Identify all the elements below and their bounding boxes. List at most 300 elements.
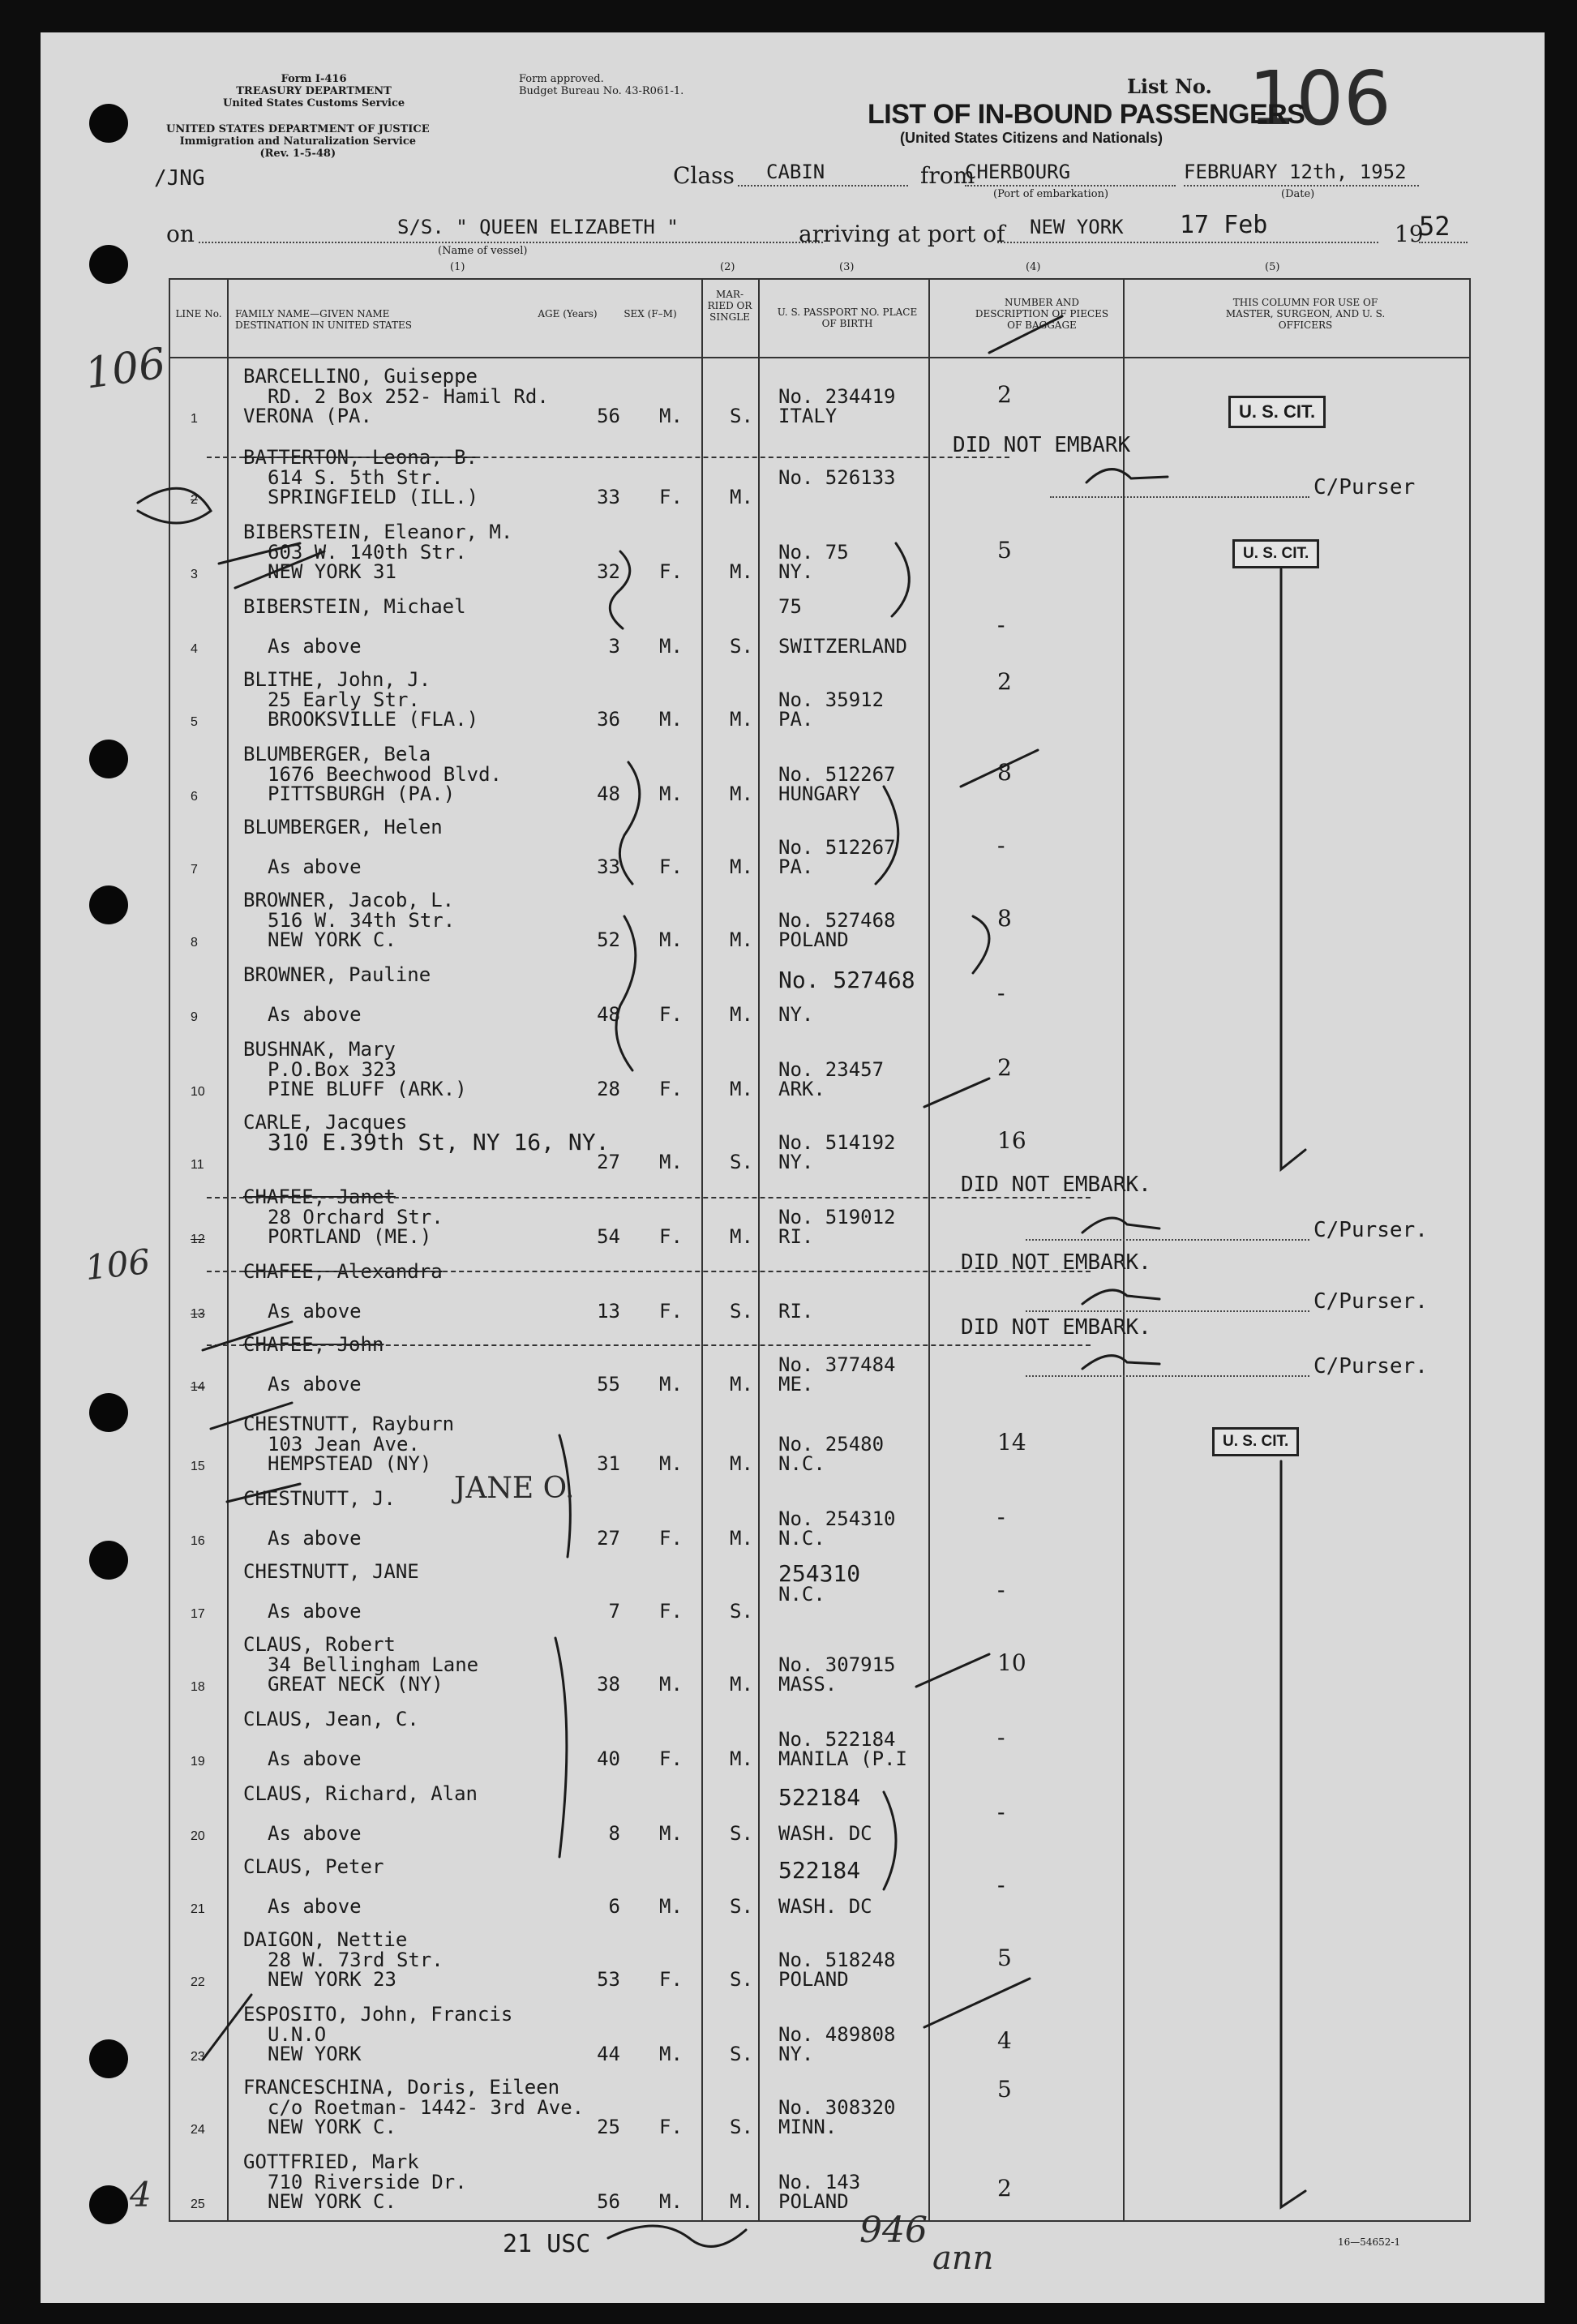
- passenger-sex: F.: [659, 855, 683, 878]
- passenger-name: BARCELLINO, Guiseppe: [243, 365, 478, 388]
- passenger-city: As above: [268, 855, 362, 878]
- passport-number: No. 518248: [778, 1949, 896, 1971]
- line-number: 1: [191, 412, 198, 426]
- list-no-value: 106: [1249, 55, 1391, 142]
- passenger-age: 3: [608, 635, 620, 658]
- passport-number: No. 512267: [778, 763, 896, 786]
- passport-number: No. 489808: [778, 2023, 896, 2046]
- line-number: 23: [191, 2050, 205, 2064]
- passport-number: 522184: [778, 1857, 861, 1884]
- passport-number: No. 35912: [778, 688, 885, 711]
- cancel-line: [207, 457, 1009, 458]
- passenger-sex: F.: [659, 1003, 683, 1026]
- passport-number: No. 377484: [778, 1353, 896, 1376]
- baggage-count: 10: [997, 1649, 1026, 1676]
- birth-place: PA.: [778, 708, 814, 731]
- passport-number: No. 308320: [778, 2096, 896, 2119]
- line-number: 22: [191, 1975, 205, 1989]
- baggage-count: 8: [997, 905, 1012, 932]
- birth-place: ME.: [778, 1373, 814, 1396]
- birth-place: POLAND: [778, 1968, 849, 1991]
- passenger-sex: M.: [659, 1151, 683, 1173]
- line-number: 2: [191, 493, 198, 507]
- passenger-sex: M.: [659, 2043, 683, 2065]
- col-header-name: FAMILY NAME—GIVEN NAME DESTINATION IN UNITED STATES: [235, 308, 412, 331]
- line-number: 24: [191, 2123, 205, 2137]
- passenger-age: 27: [597, 1151, 620, 1173]
- passenger-age: 38: [597, 1673, 620, 1696]
- col-number: (5): [1265, 261, 1280, 273]
- arrival-date: 17 Feb: [1180, 211, 1268, 239]
- passenger-age: 54: [597, 1225, 620, 1248]
- birth-place: N.C.: [778, 1527, 825, 1550]
- passport-number: No. 23457: [778, 1058, 885, 1081]
- table-row: [41, 1782, 1545, 1855]
- passenger-age: 53: [597, 1968, 620, 1991]
- us-citizen-stamp: U. S. CIT.: [1232, 539, 1319, 568]
- date-caption: (Date): [1281, 188, 1315, 200]
- baggage-count: 14: [997, 1429, 1026, 1456]
- passport-number: No. 527468: [778, 967, 915, 993]
- passenger-sex: F.: [659, 1300, 683, 1323]
- form-print-code: 16—54652-1: [1338, 2236, 1401, 2248]
- passenger-name: FRANCESCHINA, Doris, Eileen: [243, 2076, 560, 2099]
- passenger-sex: F.: [659, 1225, 683, 1248]
- passenger-age: 32: [597, 560, 620, 583]
- form-block: [223, 73, 405, 109]
- passenger-address: RD. 2 Box 252- Hamil Rd.: [268, 385, 549, 408]
- passport-number: No. 143: [778, 2171, 861, 2193]
- baggage-count: 4: [997, 2027, 1012, 2054]
- line-number: 13: [191, 1307, 205, 1321]
- passenger-city: PORTLAND (ME.): [268, 1225, 432, 1248]
- passenger-age: 36: [597, 708, 620, 731]
- passenger-age: 27: [597, 1527, 620, 1550]
- passport-number: No. 75: [778, 541, 849, 564]
- passenger-age: 33: [597, 855, 620, 878]
- col-number: (3): [839, 261, 855, 273]
- passport-number: No. 514192: [778, 1131, 896, 1154]
- passenger-name: CLAUS, Peter: [243, 1855, 384, 1878]
- table-row: [41, 2150, 1545, 2223]
- passenger-age: 44: [597, 2043, 620, 2065]
- passport-number: No. 25480: [778, 1433, 885, 1456]
- baggage-count: 5: [997, 1945, 1012, 1971]
- passenger-age: 28: [597, 1078, 620, 1100]
- passenger-age: 33: [597, 486, 620, 508]
- passenger-address: 310 E.39th St, NY 16, NY.: [268, 1129, 610, 1156]
- passport-number: No. 512267: [778, 836, 896, 859]
- birth-place: NY.: [778, 1151, 814, 1173]
- passenger-city: As above: [268, 1003, 362, 1026]
- line-number: 10: [191, 1085, 205, 1099]
- treasury-label: TREASURY DEPARTMENT: [236, 85, 392, 97]
- marital-status: M.: [730, 1452, 753, 1475]
- passenger-name: BLUMBERGER, Bela: [243, 743, 431, 765]
- passenger-age: 6: [608, 1895, 620, 1918]
- passport-number: 522184: [778, 1784, 861, 1811]
- passenger-name: GOTTFRIED, Mark: [243, 2150, 419, 2173]
- col-header-sex: SEX (F–M): [624, 308, 677, 319]
- did-not-embark-note: DID NOT EMBARK.: [961, 1173, 1151, 1197]
- marital-status: S.: [730, 1300, 753, 1323]
- passenger-address: c/o Roetman- 1442- 3rd Ave.: [268, 2096, 585, 2119]
- justice-label: UNITED STATES DEPARTMENT OF JUSTICE: [166, 123, 430, 135]
- table-row: [41, 1633, 1545, 1706]
- passenger-sex: M.: [659, 635, 683, 658]
- passenger-city: BROOKSVILLE (FLA.): [268, 708, 479, 731]
- passport-number: No. 526133: [778, 466, 896, 489]
- birth-place: SWITZERLAND: [778, 635, 907, 658]
- marital-status: S.: [730, 1822, 753, 1845]
- line-number: 16: [191, 1534, 205, 1548]
- passenger-age: 56: [597, 2190, 620, 2213]
- marital-status: M.: [730, 928, 753, 951]
- birth-place: ITALY: [778, 405, 838, 427]
- passenger-name: CHAFEE, John: [243, 1333, 384, 1356]
- birth-place: NY.: [778, 2043, 814, 2065]
- handwritten-number: 946: [859, 2210, 928, 2251]
- baggage-count: -: [997, 1576, 1005, 1603]
- did-not-embark-note: DID NOT EMBARK.: [961, 1250, 1151, 1275]
- line-number: 11: [191, 1158, 204, 1172]
- clerk-initials: /JNG: [154, 166, 205, 191]
- passenger-address: 25 Early Str.: [268, 688, 420, 711]
- birth-place: ARK.: [778, 1078, 825, 1100]
- passenger-age: 13: [597, 1300, 620, 1323]
- passenger-city: HEMPSTEAD (NY): [268, 1452, 432, 1475]
- col-header-married: MAR-RIED OR SINGLE: [707, 289, 752, 323]
- col-header-age: AGE (Years): [538, 308, 598, 319]
- passenger-city: NEW YORK 31: [268, 560, 396, 583]
- passenger-address: 614 S. 5th Str.: [268, 466, 444, 489]
- handwritten-name-note: JANE O.: [454, 1472, 575, 1505]
- table-row: [41, 1487, 1545, 1560]
- passenger-city: As above: [268, 1747, 362, 1770]
- passenger-address: 28 W. 73rd Str.: [268, 1949, 444, 1971]
- purser-signature-label: C/Purser.: [1313, 1218, 1428, 1242]
- passenger-city: As above: [268, 1895, 362, 1918]
- table-row: [41, 1708, 1545, 1781]
- passenger-age: 40: [597, 1747, 620, 1770]
- passenger-city: NEW YORK C.: [268, 2190, 396, 2213]
- handwritten-list-number: 106: [82, 339, 169, 399]
- passenger-city: PINE BLUFF (ARK.): [268, 1078, 467, 1100]
- manifest-sheet: [41, 32, 1545, 2303]
- ins-label: Immigration and Naturalization Service: [179, 135, 417, 148]
- col-number: (4): [1026, 261, 1041, 273]
- passenger-name: CHESTNUTT, J.: [243, 1487, 396, 1510]
- table-row: [41, 2003, 1545, 2076]
- passenger-city: NEW YORK C.: [268, 928, 396, 951]
- passenger-age: 25: [597, 2116, 620, 2138]
- col-header-baggage: NUMBER AND DESCRIPTION OF PIECES OF BAGGAGE: [975, 297, 1109, 331]
- passenger-city: As above: [268, 1527, 362, 1550]
- birth-place: RI.: [778, 1300, 814, 1323]
- cancel-line: [207, 1344, 1091, 1346]
- statute-reference: 21 USC: [503, 2230, 591, 2258]
- birth-place: NY.: [778, 1003, 814, 1026]
- arrival-port: NEW YORK: [1030, 216, 1124, 238]
- marital-status: M.: [730, 783, 753, 805]
- marital-status: S.: [730, 1151, 753, 1173]
- table-row: [41, 816, 1545, 889]
- form-approved-block: [519, 73, 684, 97]
- from-label: from: [920, 162, 975, 189]
- line-number: 7: [191, 863, 198, 877]
- passenger-address: 516 W. 34th Str.: [268, 909, 456, 932]
- passport-number: 254310: [778, 1560, 861, 1587]
- passenger-name: BUSHNAK, Mary: [243, 1038, 396, 1061]
- signature-mark: [608, 2226, 746, 2246]
- class-value: CABIN: [766, 161, 825, 183]
- cancel-line: [207, 1271, 1091, 1272]
- birth-place: MANILA (P.I: [778, 1747, 907, 1770]
- birth-place: WASH. DC: [778, 1822, 872, 1845]
- passenger-city: NEW YORK: [268, 2043, 362, 2065]
- marital-status: S.: [730, 2043, 753, 2065]
- passenger-sex: M.: [659, 2190, 683, 2213]
- passenger-name: CLAUS, Richard, Alan: [243, 1782, 478, 1805]
- passenger-city: As above: [268, 1600, 362, 1623]
- table-row: [41, 2076, 1545, 2149]
- marital-status: S.: [730, 1600, 753, 1623]
- passenger-name: BROWNER, Pauline: [243, 963, 431, 986]
- passenger-sex: F.: [659, 2116, 683, 2138]
- passenger-sex: M.: [659, 783, 683, 805]
- birth-place: RI.: [778, 1225, 814, 1248]
- did-not-embark-note: DID NOT EMBARK.: [961, 1315, 1151, 1340]
- col-number: (1): [450, 261, 465, 273]
- table-row: [41, 1111, 1545, 1184]
- birth-place: HUNGARY: [778, 783, 861, 805]
- list-no-label: List No.: [1127, 75, 1212, 98]
- birth-place: WASH. DC: [778, 1895, 872, 1918]
- passenger-address: 34 Bellingham Lane: [268, 1653, 479, 1676]
- passenger-sex: F.: [659, 1600, 683, 1623]
- table-row: [41, 1560, 1545, 1633]
- passenger-city: VERONA (PA.: [243, 405, 372, 427]
- handwritten-mark: 4: [130, 2175, 152, 2215]
- baggage-count: 8: [997, 759, 1012, 786]
- birth-place: N.C.: [778, 1583, 825, 1606]
- passenger-city: As above: [268, 1373, 362, 1396]
- passenger-age: 48: [597, 1003, 620, 1026]
- passenger-address: 1676 Beechwood Blvd.: [268, 763, 502, 786]
- arriving-label: arriving at port of: [799, 221, 1005, 247]
- marital-status: M.: [730, 855, 753, 878]
- line-number: 17: [191, 1607, 205, 1621]
- baggage-count: -: [997, 1799, 1005, 1825]
- baggage-count: -: [997, 832, 1005, 859]
- marital-status: M.: [730, 486, 753, 508]
- passport-number: No. 527468: [778, 909, 896, 932]
- passenger-sex: M.: [659, 1452, 683, 1475]
- passenger-name: CARLE, Jacques: [243, 1111, 408, 1134]
- birth-place: MASS.: [778, 1673, 838, 1696]
- form-approved-label: Form approved.: [519, 73, 604, 85]
- baggage-count: 2: [997, 1054, 1012, 1081]
- table-row: [41, 1038, 1545, 1111]
- passenger-age: 7: [608, 1600, 620, 1623]
- line-number: 12: [191, 1233, 205, 1246]
- table-row: [41, 668, 1545, 741]
- page-title: LIST OF IN-BOUND PASSENGERS: [868, 99, 1305, 130]
- marital-status: M.: [730, 1673, 753, 1696]
- purser-signature-label: C/Purser.: [1313, 1289, 1428, 1314]
- budget-bureau-label: Budget Bureau No. 43-R061-1.: [519, 85, 684, 97]
- line-number: 21: [191, 1902, 205, 1916]
- passenger-city: As above: [268, 635, 362, 658]
- passenger-name: CHAFEE, Alexandra: [243, 1260, 443, 1283]
- did-not-embark-note: DID NOT EMBARK: [953, 433, 1131, 457]
- passenger-name: BLITHE, John, J.: [243, 668, 431, 691]
- passenger-sex: F.: [659, 1527, 683, 1550]
- form-number: Form I-416: [281, 73, 347, 85]
- passenger-address: 710 Riverside Dr.: [268, 2171, 467, 2193]
- departure-date: FEBRUARY 12th, 1952: [1184, 161, 1407, 183]
- passenger-name: BIBERSTEIN, Michael: [243, 595, 466, 618]
- us-citizen-stamp: U. S. CIT.: [1212, 1427, 1299, 1456]
- class-label: Class: [673, 162, 735, 189]
- baggage-count: 5: [997, 2076, 1012, 2103]
- passenger-age: 48: [597, 783, 620, 805]
- on-label: on: [166, 221, 195, 247]
- line-number: 4: [191, 642, 198, 656]
- line-number: 8: [191, 936, 198, 950]
- cancel-line: [207, 1197, 1091, 1198]
- from-value: CHERBOURG: [965, 161, 1071, 183]
- passenger-name: DAIGON, Nettie: [243, 1928, 408, 1951]
- handwritten-list-number: 106: [83, 1241, 152, 1288]
- marital-status: M.: [730, 1373, 753, 1396]
- baggage-count: 2: [997, 2175, 1012, 2202]
- passenger-name: CLAUS, Robert: [243, 1633, 396, 1656]
- passport-number: No. 254310: [778, 1507, 896, 1530]
- passenger-name: ESPOSITO, John, Francis: [243, 2003, 513, 2026]
- passenger-sex: M.: [659, 405, 683, 427]
- passenger-city: GREAT NECK (NY): [268, 1673, 444, 1696]
- passenger-age: 55: [597, 1373, 620, 1396]
- passenger-name: BLUMBERGER, Helen: [243, 816, 443, 838]
- from-caption: (Port of embarkation): [993, 188, 1109, 200]
- passport-number: No. 519012: [778, 1206, 896, 1228]
- line-number: 6: [191, 790, 198, 804]
- table-row: [41, 889, 1545, 962]
- table-row: [41, 595, 1545, 668]
- baggage-count: 2: [997, 381, 1012, 408]
- us-citizen-stamp: U. S. CIT.: [1228, 396, 1326, 428]
- birth-place: MINN.: [778, 2116, 838, 2138]
- birth-place: POLAND: [778, 2190, 849, 2213]
- marital-status: S.: [730, 1968, 753, 1991]
- line-number: 18: [191, 1680, 205, 1694]
- passenger-name: CHESTNUTT, JANE: [243, 1560, 419, 1583]
- passenger-name: CHESTNUTT, Rayburn: [243, 1413, 455, 1435]
- purser-signature-label: C/Purser.: [1313, 1354, 1428, 1379]
- punch-hole: [89, 104, 128, 143]
- marital-status: M.: [730, 1078, 753, 1100]
- birth-place: PA.: [778, 855, 814, 878]
- passenger-address: 603 W. 140th Str.: [268, 541, 467, 564]
- table-row: [41, 1413, 1545, 1486]
- passenger-address: 28 Orchard Str.: [268, 1206, 444, 1228]
- table-row: [41, 743, 1545, 816]
- passenger-city: As above: [268, 1300, 362, 1323]
- passenger-address: P.O.Box 323: [268, 1058, 396, 1081]
- passenger-city: SPRINGFIELD (ILL.): [268, 486, 479, 508]
- passenger-name: BIBERSTEIN, Eleanor, M.: [243, 521, 513, 543]
- passport-number: 75: [778, 595, 802, 618]
- passenger-sex: M.: [659, 708, 683, 731]
- col-header-line-no: LINE No.: [175, 308, 222, 319]
- justice-block: [166, 123, 430, 160]
- birth-place: POLAND: [778, 928, 849, 951]
- passenger-address: U.N.O: [268, 2023, 327, 2046]
- line-number: 15: [191, 1460, 205, 1473]
- marital-status: S.: [730, 2116, 753, 2138]
- passenger-sex: M.: [659, 928, 683, 951]
- line-number: 19: [191, 1755, 205, 1769]
- year-prefix: 19: [1395, 221, 1424, 247]
- marital-status: M.: [730, 560, 753, 583]
- page-subtitle: (United States Citizens and Nationals): [900, 130, 1163, 146]
- passenger-name: CHAFEE, Janet: [243, 1186, 396, 1208]
- passenger-sex: F.: [659, 486, 683, 508]
- passenger-city: As above: [268, 1822, 362, 1845]
- marital-status: M.: [730, 708, 753, 731]
- line-number: 3: [191, 568, 198, 581]
- passenger-sex: M.: [659, 1822, 683, 1845]
- line-number: 5: [191, 715, 198, 729]
- line-number: 25: [191, 2198, 205, 2211]
- year-value: 52: [1419, 211, 1451, 242]
- marital-status: M.: [730, 1225, 753, 1248]
- marital-status: S.: [730, 1895, 753, 1918]
- passenger-city: NEW YORK C.: [268, 2116, 396, 2138]
- birth-place: NY.: [778, 560, 814, 583]
- handwritten-initials: ann: [932, 2240, 994, 2277]
- line-number: 14: [191, 1380, 205, 1394]
- baggage-count: -: [997, 611, 1005, 638]
- baggage-count: -: [997, 1503, 1005, 1530]
- customs-label: United States Customs Service: [223, 97, 405, 109]
- table-row: [41, 1855, 1545, 1928]
- passenger-age: 56: [597, 405, 620, 427]
- passport-number: No. 234419: [778, 385, 896, 408]
- passport-number: No. 522184: [778, 1728, 896, 1751]
- marital-status: M.: [730, 1527, 753, 1550]
- passport-number: No. 307915: [778, 1653, 896, 1676]
- baggage-count: -: [997, 1872, 1005, 1898]
- passenger-sex: F.: [659, 1078, 683, 1100]
- revision-label: (Rev. 1-5-48): [259, 148, 336, 160]
- baggage-count: 5: [997, 537, 1012, 564]
- col-number: (2): [720, 261, 735, 273]
- passenger-city: NEW YORK 23: [268, 1968, 396, 1991]
- marital-status: S.: [730, 635, 753, 658]
- passenger-sex: M.: [659, 1895, 683, 1918]
- table-row: [41, 963, 1545, 1036]
- marital-status: M.: [730, 1003, 753, 1026]
- baggage-count: 16: [997, 1127, 1026, 1154]
- passenger-age: 8: [608, 1822, 620, 1845]
- birth-place: N.C.: [778, 1452, 825, 1475]
- passenger-city: PITTSBURGH (PA.): [268, 783, 456, 805]
- punch-hole: [89, 245, 128, 284]
- col-header-passport: U. S. PASSPORT NO. PLACE OF BIRTH: [777, 307, 918, 329]
- passenger-sex: F.: [659, 560, 683, 583]
